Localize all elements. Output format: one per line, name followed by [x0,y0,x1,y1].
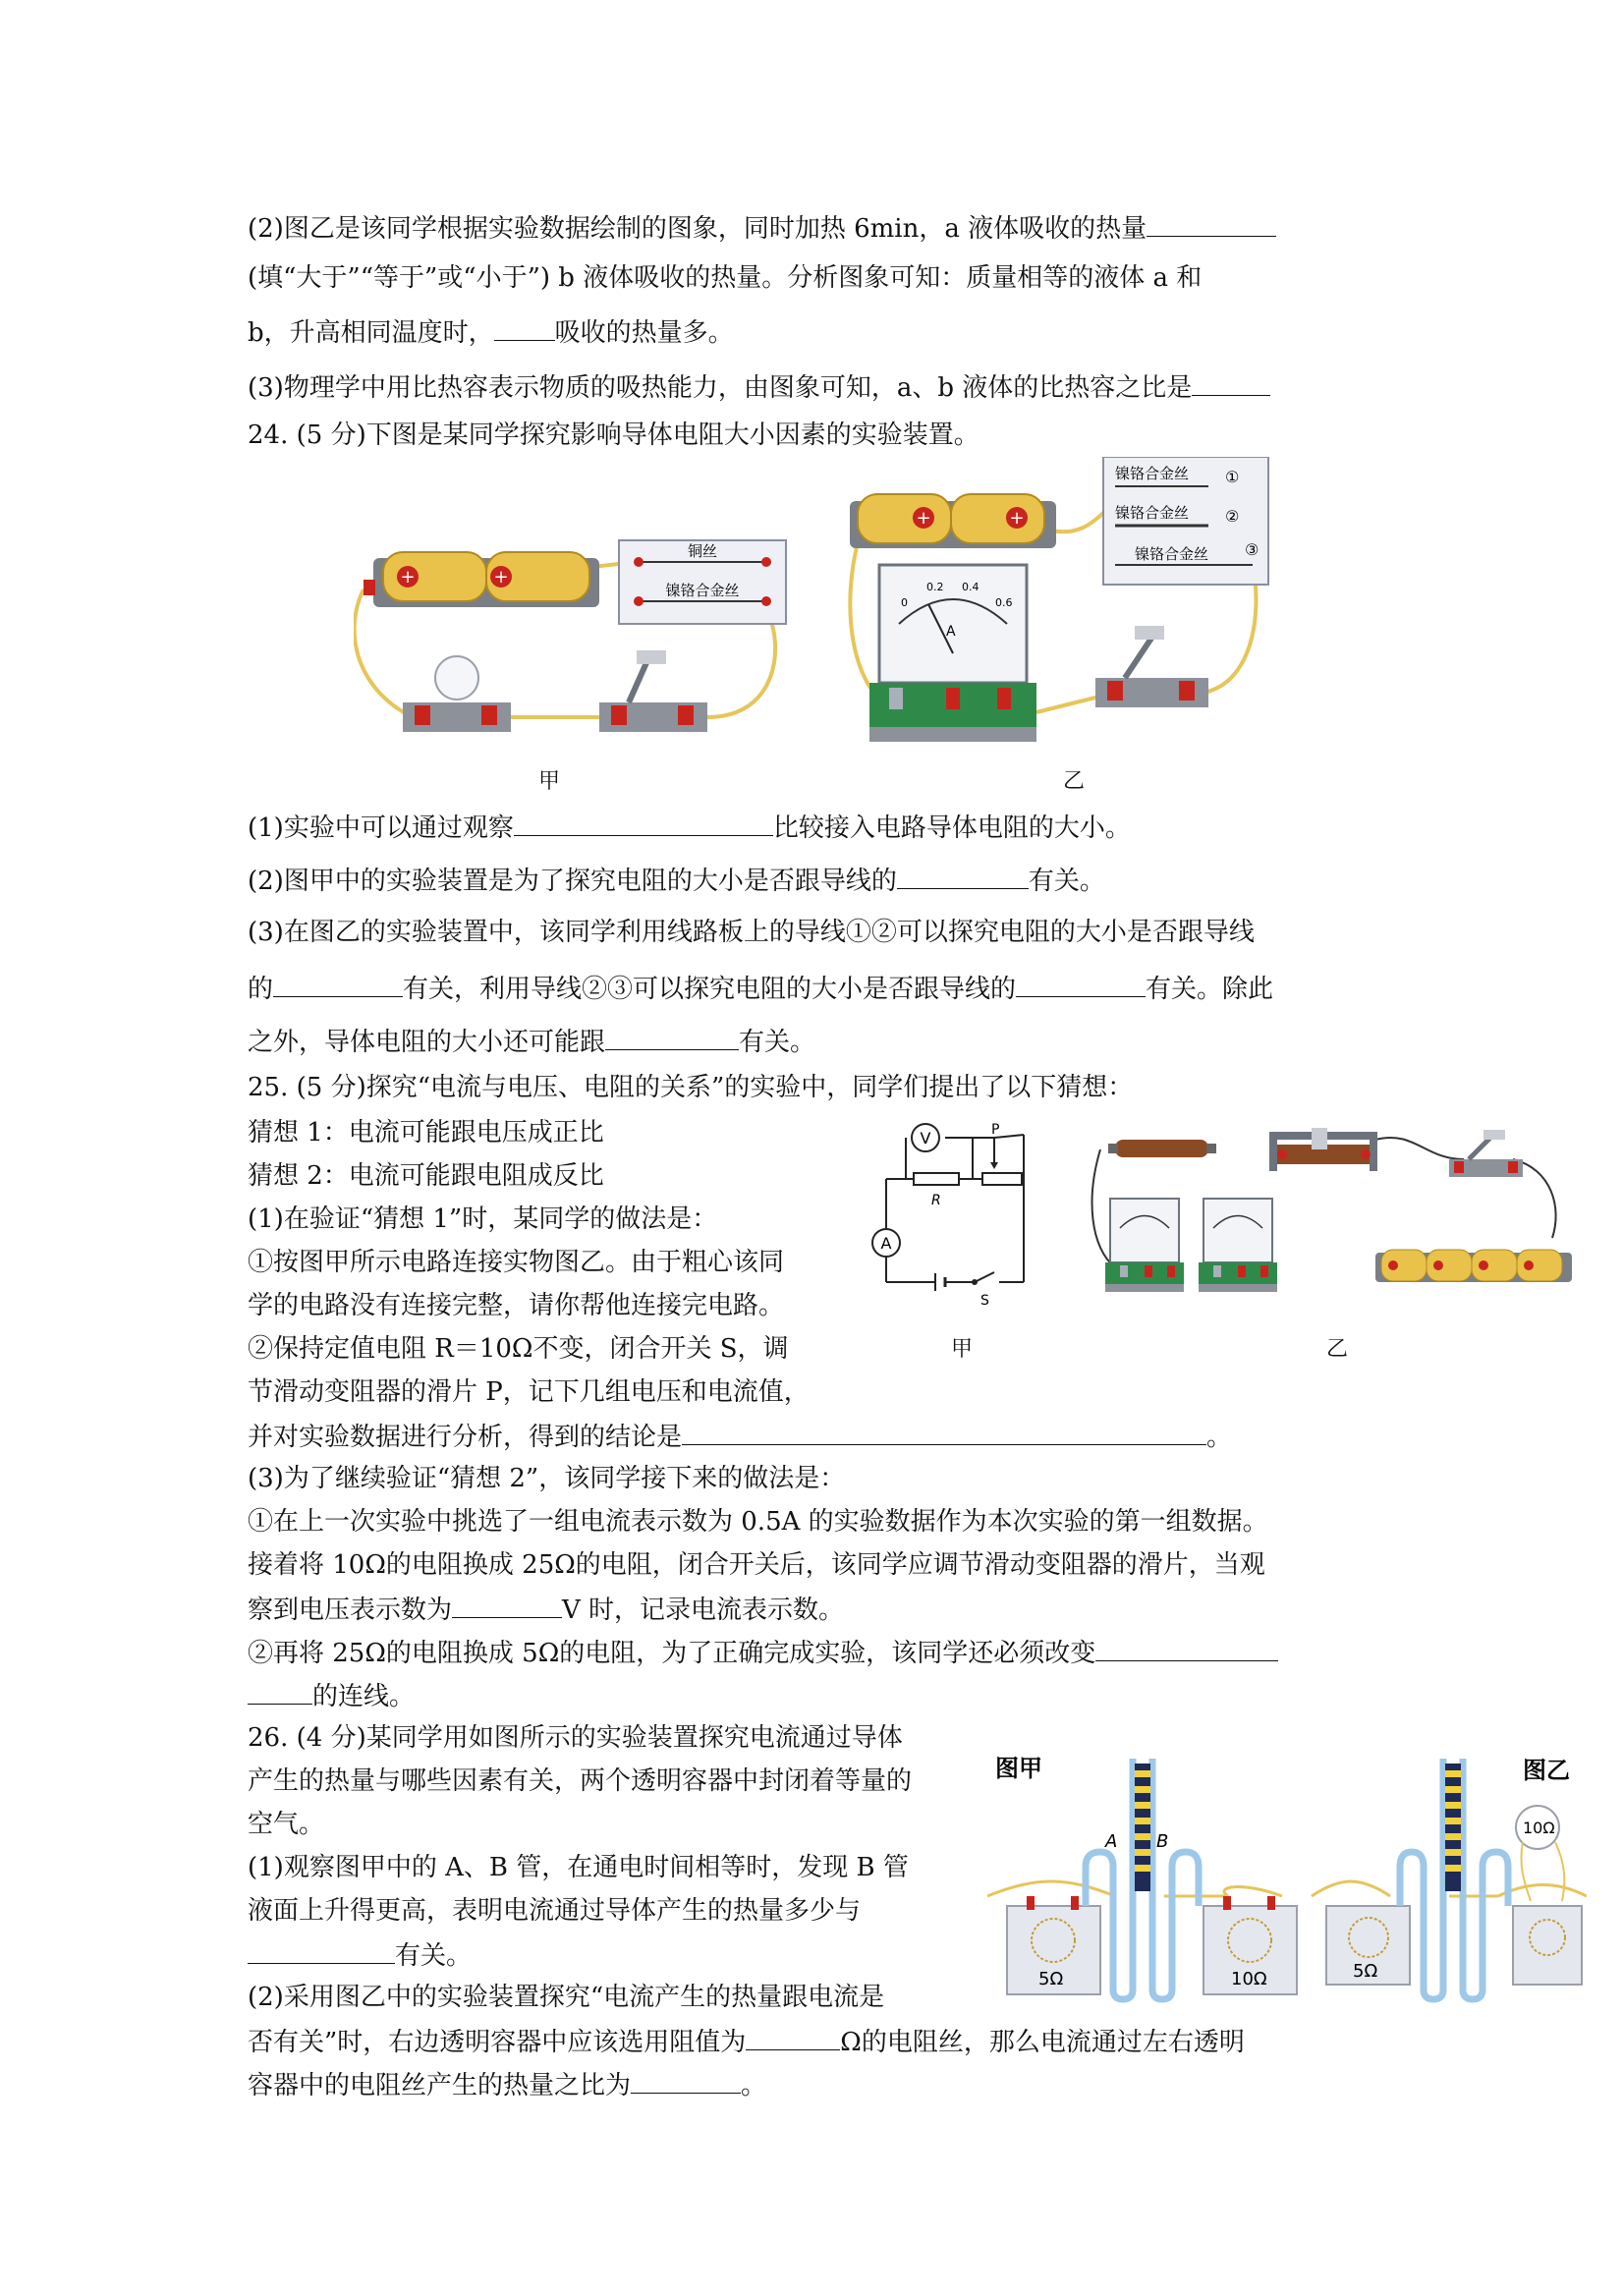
q25-step1-a: ①按图甲所示电路连接实物图乙。由于粗心该同 [248,1248,785,1277]
q25-step2-a: ②保持定值电阻 R＝10Ω不变，闭合开关 S，调 [248,1334,789,1364]
svg-text:P: P [991,1122,1000,1138]
q25-step2-b: 节滑动变阻器的滑片 P，记下几组电压和电流值， [248,1377,810,1407]
wire [355,589,413,717]
q26-p1-b: 液面上升得更高，表明电流通过导体产生的热量多少与 [248,1896,862,1926]
svg-text:镍铬合金丝: 镍铬合金丝 [1135,545,1209,563]
rheostat-icon [982,1173,1022,1185]
switch-lever [629,658,648,702]
q24-p3-line3: 之外，导体电阻的大小还可能跟 有关。 [248,1024,815,1059]
q26-p2-c: 容器中的电阻丝产生的热量之比为 。 [248,2067,766,2102]
q24-p3-line2: 的 有关，利用导线②③可以探究电阻的大小是否跟导线的 有关。除此 [248,971,1273,1006]
q26-line3: 空气。 [248,1810,325,1839]
svg-text:0.2: 0.2 [926,581,944,593]
q26-p1-a: (1)观察图甲中的 A、B 管，在通电时间相等时，发现 B 管 [248,1853,909,1882]
answer-blank[interactable] [746,2024,840,2050]
q24-p2: (2)图甲中的实验装置是为了探究电阻的大小是否跟导线的 有关。 [248,863,1105,898]
q23-p2-line1: (2)图乙是该同学根据实验数据绘制的图象，同时加热 6min，a 液体吸收的热量 [248,210,1276,246]
q26-title: 26. (4 分)某同学用如图所示的实验装置探究电流通过导体 [248,1723,903,1753]
q25-t2-b: 的连线。 [248,1678,415,1713]
q25-physical-circuit [1091,1120,1582,1316]
q26-line2: 产生的热量与哪些因素有关，两个透明容器中封闭着等量的 [248,1766,913,1796]
q26-figure [987,1749,1587,2004]
tube-b-label: B [1156,1831,1169,1852]
svg-text:R: R [931,1193,941,1208]
q25-t2-a: ②再将 25Ω的电阻换成 5Ω的电阻，为了正确完成实验，该同学还必须改变 [248,1635,1278,1670]
svg-text:5Ω: 5Ω [1353,1961,1378,1982]
answer-blank[interactable] [494,314,555,341]
answer-blank[interactable] [273,971,403,997]
svg-text:0: 0 [901,596,908,609]
svg-text:10Ω: 10Ω [1523,1819,1555,1837]
svg-text:+: + [1009,508,1025,529]
q23-p2-line3: b，升高相同温度时， 吸收的热量多。 [248,314,734,350]
fig-label-yi: 图乙 [1523,1757,1570,1784]
svg-text:③: ③ [1245,540,1259,559]
svg-text:5Ω: 5Ω [1038,1969,1064,1989]
q26-p1-c: 有关。 [248,1937,472,1973]
answer-blank[interactable] [1192,369,1270,396]
resistor [1115,1140,1208,1157]
svg-text:镍铬合金丝: 镍铬合金丝 [1115,465,1190,482]
q24-figure-jia [354,531,806,756]
svg-text:镍铬合金丝: 镍铬合金丝 [1115,504,1190,522]
answer-blank[interactable] [452,1592,562,1618]
svg-text:+: + [400,567,416,588]
q25-caption-jia: 甲 [951,1337,974,1362]
q24-caption-yi: 乙 [1063,769,1086,794]
answer-blank[interactable] [605,1024,739,1050]
answer-blank[interactable] [631,2067,741,2094]
voltmeter [1110,1199,1179,1262]
wire-label-nichrome: 镍铬合金丝 [665,582,740,599]
q25-caption-yi: 乙 [1326,1337,1349,1362]
q25-t1-c: 察到电压表示数为 V 时，记录电流表示数。 [248,1592,844,1627]
svg-text:V: V [920,1129,931,1148]
answer-blank[interactable] [682,1419,1206,1445]
svg-text:①: ① [1225,468,1240,486]
svg-text:A: A [946,624,956,640]
svg-text:A: A [880,1234,892,1253]
q25-circuit-diagram [847,1120,1063,1316]
q26-p2-b: 否有关”时，右边透明容器中应该选用阻值为 Ω的电阻丝，那么电流通过左右透明 [248,2024,1245,2059]
ammeter [1203,1199,1272,1262]
wire [707,609,775,717]
terminal [364,580,375,595]
container-right-yi [1513,1906,1582,1985]
svg-text:S: S [980,1293,989,1309]
resistor-icon [914,1173,959,1185]
svg-text:②: ② [1225,507,1240,526]
answer-blank[interactable] [514,810,773,836]
q25-p1: (1)在验证“猜想 1”时，某同学的做法是： [248,1204,718,1234]
q23-p2-line2: (填“大于”“等于”或“小于”) b 液体吸收的热量。分析图象可知：质量相等的液体 a 和 [248,263,1203,293]
q25-t1-a: ①在上一次实验中挑选了一组电流表示数为 0.5A 的实验数据作为本次实验的第一组数据。 [248,1507,1268,1537]
svg-text:10Ω: 10Ω [1231,1969,1267,1989]
q25-guess1: 猜想 1：电流可能跟电压成正比 [248,1118,604,1148]
q25-step2-c: 并对实验数据进行分析，得到的结论是 。 [248,1419,1232,1454]
bulb-icon [435,656,478,700]
q24-figure-yi [840,457,1272,761]
answer-blank[interactable] [248,1678,312,1705]
svg-text:0.4: 0.4 [962,581,979,593]
fig-label-jia: 图甲 [995,1755,1042,1782]
svg-text:0.6: 0.6 [995,596,1013,609]
q23-p3: (3)物理学中用比热容表示物质的吸热能力，由图象可知，a、b 液体的比热容之比是 [248,369,1270,405]
tube-a-label: A [1105,1831,1118,1852]
q24-p1: (1)实验中可以通过观察 比较接入电路导体电阻的大小。 [248,810,1131,845]
answer-blank[interactable] [1147,210,1276,237]
answer-blank[interactable] [1095,1635,1278,1661]
q24-caption-jia: 甲 [538,769,561,794]
answer-blank[interactable] [897,863,1029,889]
q25-title: 25. (5 分)探究“电流与电压、电阻的关系”的实验中，同学们提出了以下猜想： [248,1073,1134,1102]
q24-title: 24. (5 分)下图是某同学探究影响导体电阻大小因素的实验装置。 [248,420,979,450]
q25-t1-b: 接着将 10Ω的电阻换成 25Ω的电阻，闭合开关后，该同学应调节滑动变阻器的滑片，当观 [248,1550,1265,1580]
wire-label-copper: 铜丝 [687,542,718,560]
answer-blank[interactable] [248,1937,395,1964]
answer-blank[interactable] [1016,971,1146,997]
q25-p3: (3)为了继续验证“猜想 2”，该同学接下来的做法是： [248,1464,846,1493]
q26-p2-a: (2)采用图乙中的实验装置探究“电流产生的热量跟电流是 [248,1983,885,2012]
q24-p3: (3)在图乙的实验装置中，该同学利用线路板上的导线①②可以探究电阻的大小是否跟导线 [248,918,1255,947]
svg-text:+: + [916,508,931,529]
q25-step1-b: 学的电路没有连接完整，请你帮他连接完电路。 [248,1291,785,1320]
q25-guess2: 猜想 2：电流可能跟电阻成反比 [248,1161,604,1191]
svg-text:+: + [493,567,509,588]
